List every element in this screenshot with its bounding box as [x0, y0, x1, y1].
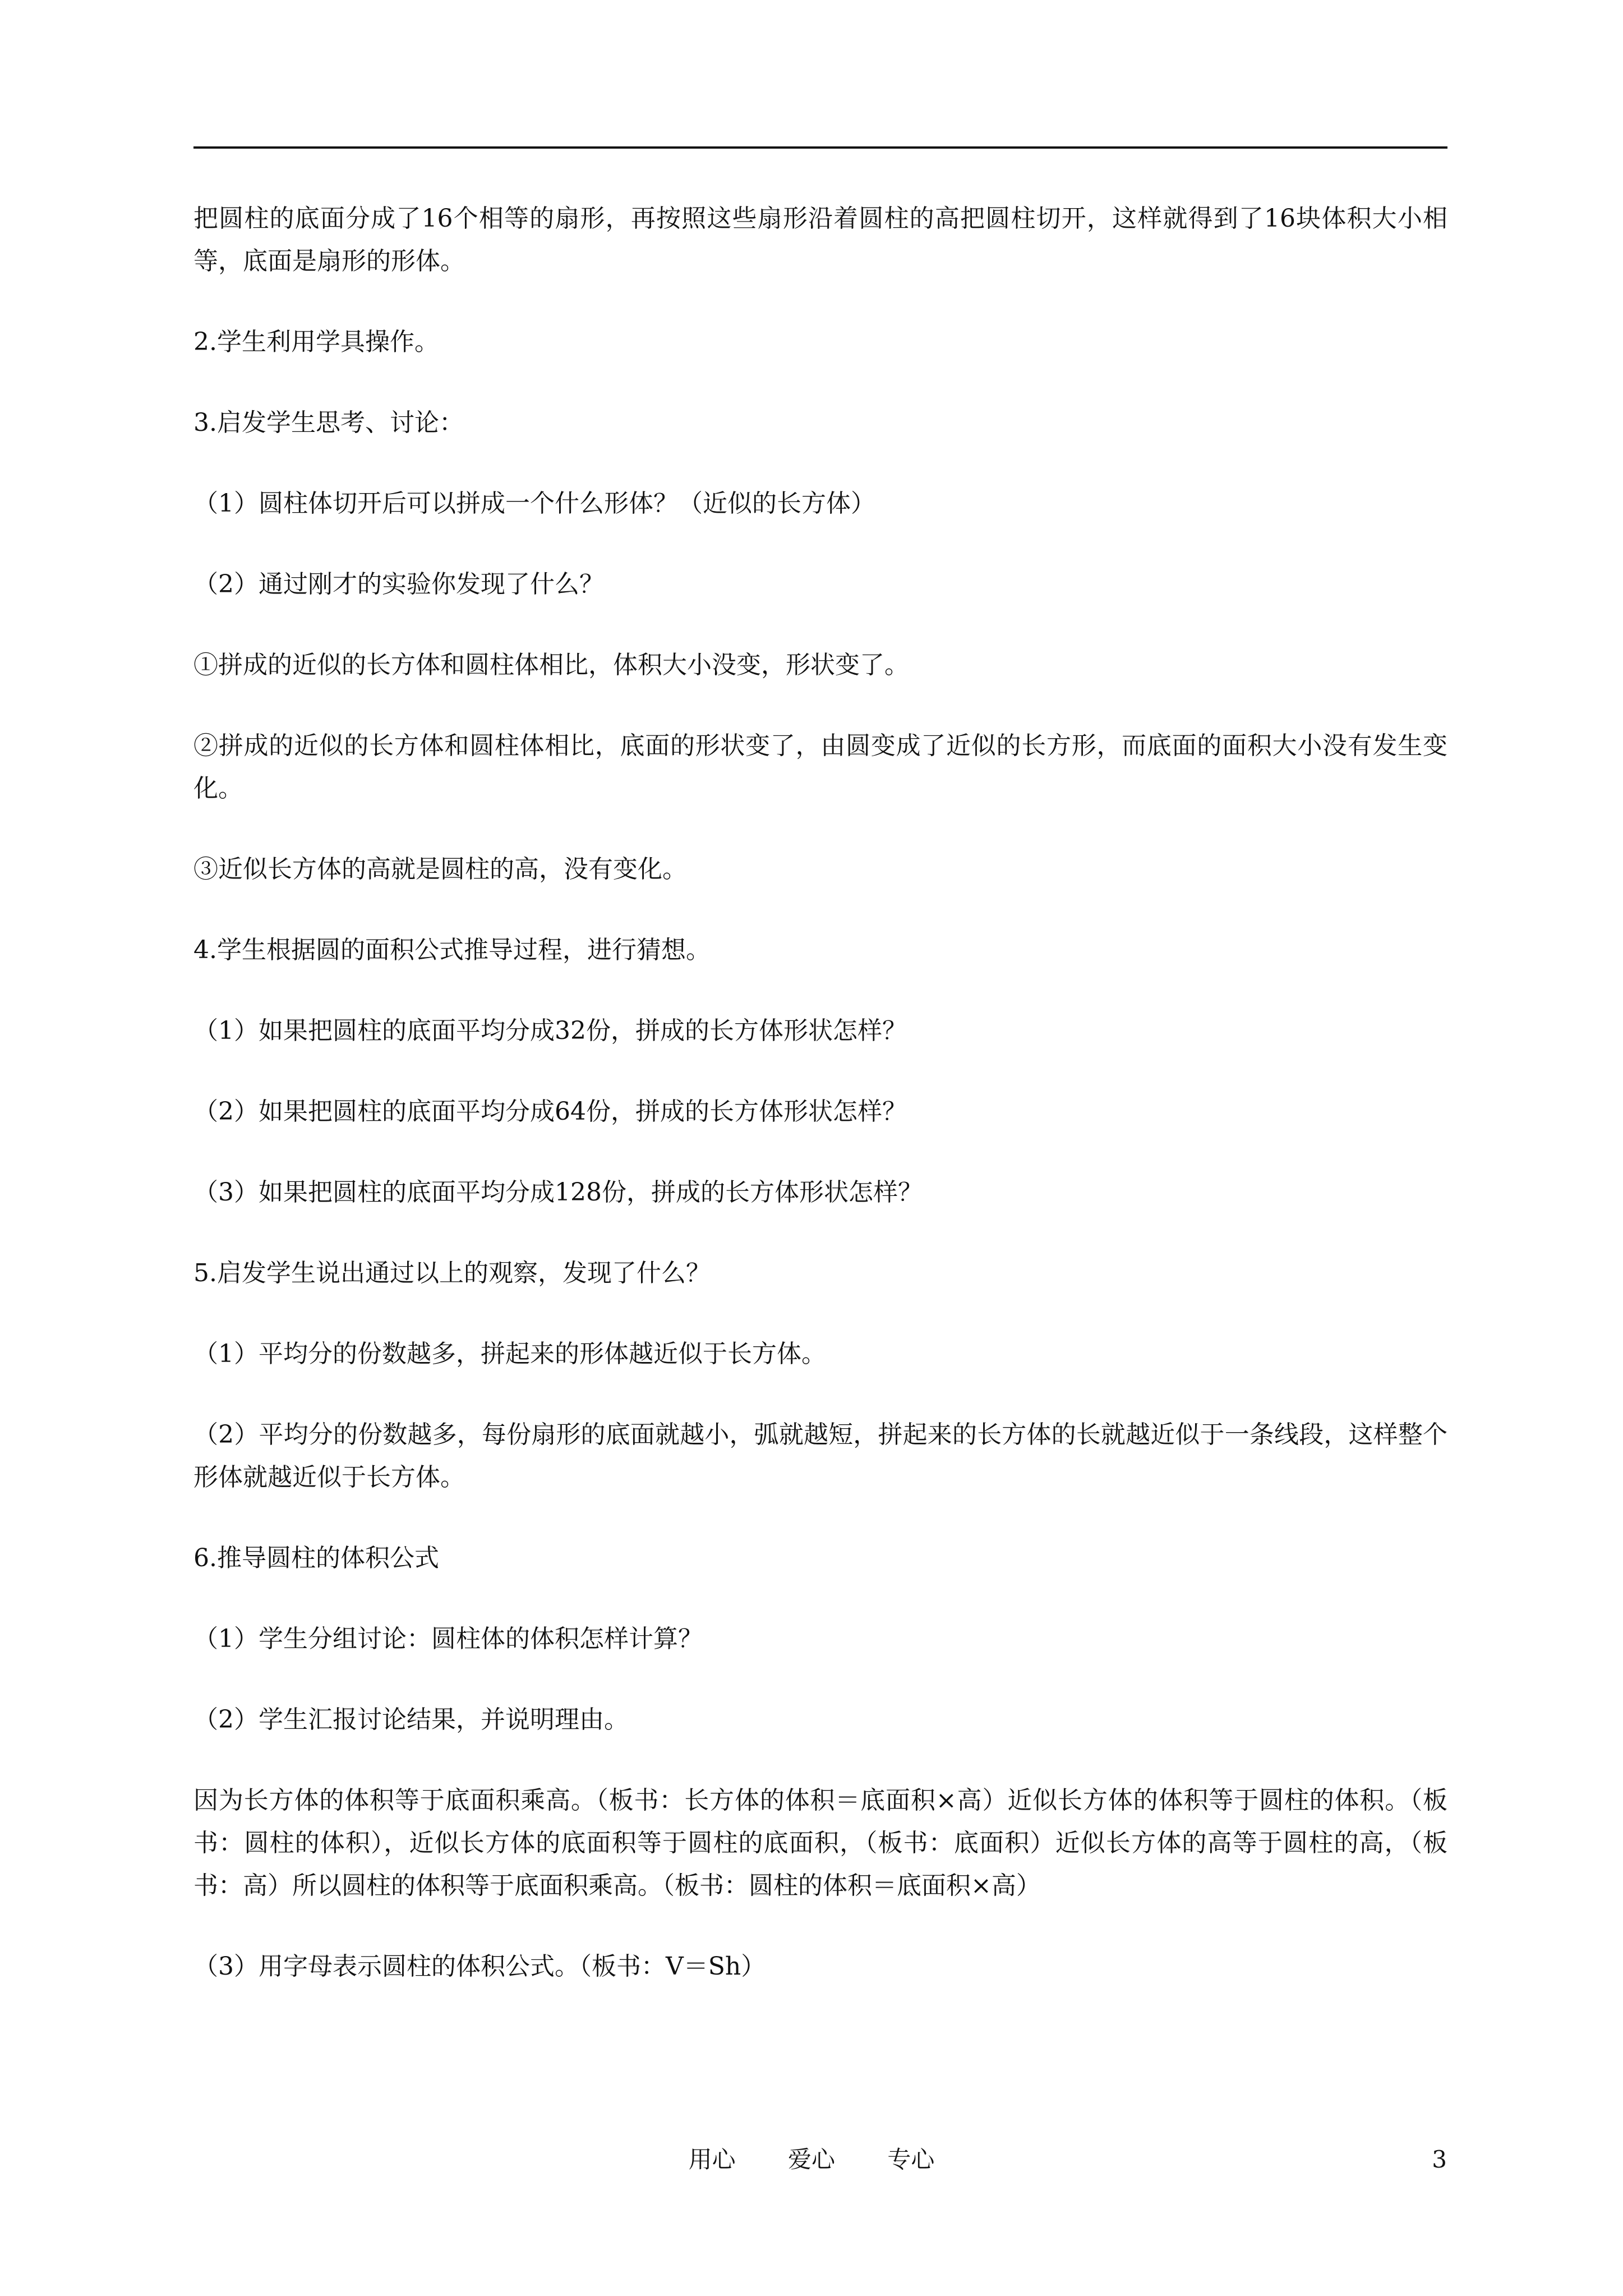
page-number: 3 [1432, 2146, 1447, 2173]
header-rule [193, 146, 1447, 149]
paragraph: （3）用字母表示圆柱的体积公式。（板书：V＝Sh） [193, 1952, 766, 1981]
paragraph: 5.启发学生说出通过以上的观察，发现了什么？ [193, 1259, 711, 1287]
paragraph: 3.启发学生思考、讨论： [193, 408, 464, 437]
paragraph: ③近似长方体的高就是圆柱的高，没有变化。 [193, 855, 687, 884]
document-body [193, 197, 1447, 2026]
paragraph: ①拼成的近似的长方体和圆柱体相比，体积大小没变，形状变了。 [193, 651, 909, 679]
paragraph: 4.学生根据圆的面积公式推导过程，进行猜想。 [193, 936, 711, 964]
paragraph: （1）如果把圆柱的底面平均分成32份，拼成的长方体形状怎样？ [193, 1016, 907, 1045]
paragraph: 2.学生利用学具操作。 [193, 328, 439, 356]
paragraph: 因为长方体的体积等于底面积乘高。（板书：长方体的体积＝底面积×高）近似长方体的体积等于圆柱的体积。（板书：圆柱的体积），近似长方体的底面积等于圆柱的底面积，（板书：底面积）近似长方体的高等于圆柱的高，（板书：高）所以圆柱的体积等于底面积乘高。（板书：圆柱的体积＝底面积×高） [193, 1786, 1447, 1900]
paragraph: （2）如果把圆柱的底面平均分成64份，拼成的长方体形状怎样？ [193, 1097, 907, 1126]
paragraph: （2）学生汇报讨论结果，并说明理由。 [193, 1705, 629, 1734]
paragraph: 把圆柱的底面分成了16个相等的扇形，再按照这些扇形沿着圆柱的高把圆柱切开，这样就得到了16块体积大小相等，底面是扇形的形体。 [193, 204, 1447, 275]
paragraph: 6.推导圆柱的体积公式 [193, 1544, 439, 1572]
footer-slogan-3: 专心 [887, 2146, 935, 2173]
paragraph: （2）通过刚才的实验你发现了什么？ [193, 570, 604, 599]
paragraph: （1）学生分组讨论：圆柱体的体积怎样计算？ [193, 1625, 703, 1653]
footer-slogan [0, 2143, 1623, 2177]
paragraph: （3）如果把圆柱的底面平均分成128份，拼成的长方体形状怎样？ [193, 1178, 923, 1207]
paragraph: （1）平均分的份数越多，拼起来的形体越近似于长方体。 [193, 1340, 826, 1368]
paragraph: （2）平均分的份数越多，每份扇形的底面就越小，弧就越短，拼起来的长方体的长就越近似于一条线段，这样整个形体就越近似于长方体。 [193, 1420, 1447, 1492]
paragraph: ②拼成的近似的长方体和圆柱体相比，底面的形状变了，由圆变成了近似的长方形，而底面的面积大小没有发生变化。 [193, 731, 1447, 803]
footer-slogan-2: 爱心 [787, 2146, 835, 2173]
paragraph: （1）圆柱体切开后可以拼成一个什么形体？（近似的长方体） [193, 489, 875, 518]
footer-slogan-1: 用心 [688, 2146, 736, 2173]
